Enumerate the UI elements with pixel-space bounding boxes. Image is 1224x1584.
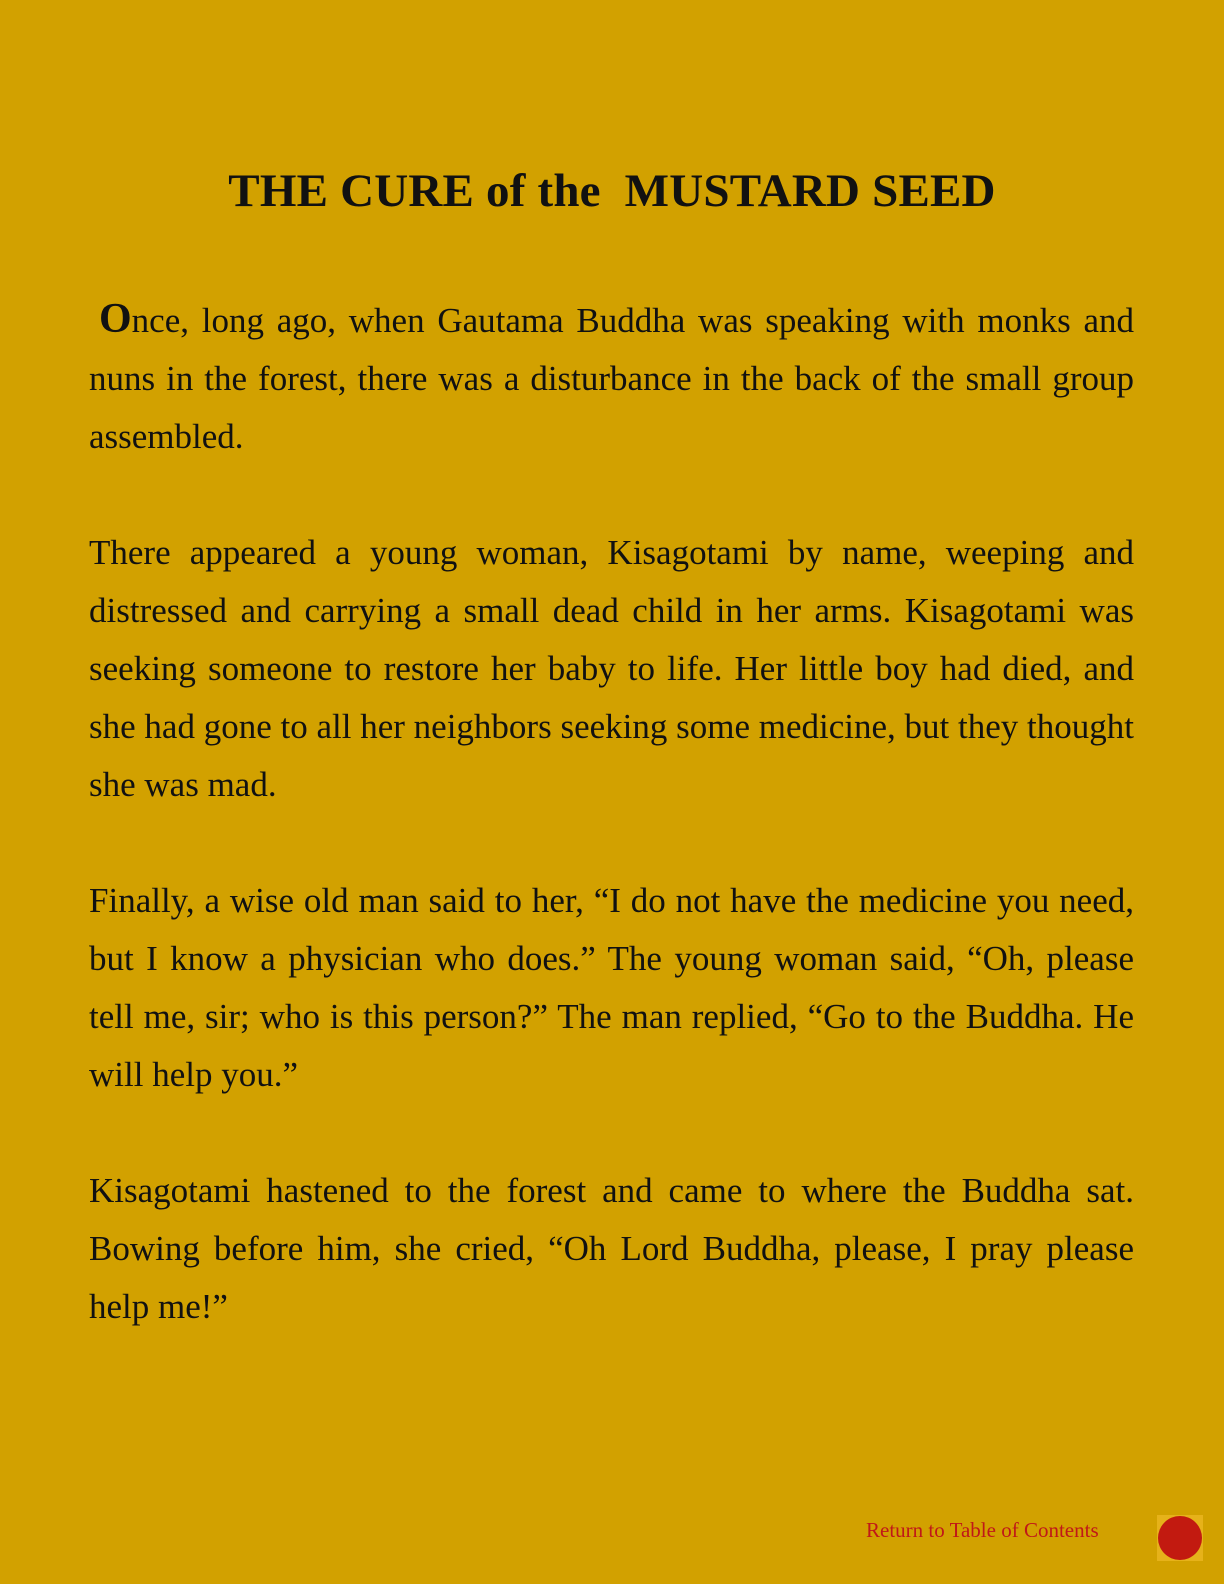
paragraph-3 bbox=[89, 872, 1134, 1104]
page-title: THE CURE of the MUSTARD SEED bbox=[228, 165, 996, 217]
paragraph-text: nce, long ago, when Gautama Buddha was speaking with monks and nuns in the forest, there was a disturbance in the back of the small group assembled. bbox=[89, 301, 1134, 456]
paragraph-4 bbox=[89, 1162, 1134, 1336]
paragraph-2 bbox=[89, 524, 1134, 814]
toc-nav-button[interactable] bbox=[1157, 1515, 1203, 1561]
paragraph-text: Kisagotami hastened to the forest and came to where the Buddha sat. Bowing before him, she cried, “Oh Lord Buddha, please, I pray please help me!” bbox=[89, 1171, 1134, 1326]
paragraph-text: Finally, a wise old man said to her, “I do not have the medicine you need, but I know a physician who does.” The young woman said, “Oh, please tell me, sir; who is this person?” The man replied, “Go to the Buddha. He will help you.” bbox=[89, 881, 1134, 1094]
paragraph-1 bbox=[89, 290, 1134, 466]
red-circle-icon bbox=[1158, 1516, 1202, 1560]
drop-cap: O bbox=[99, 296, 132, 342]
return-to-toc-link[interactable]: Return to Table of Contents bbox=[866, 1518, 1099, 1542]
paragraph-text: There appeared a young woman, Kisagotami by name, weeping and distressed and carrying a small dead child in her arms. Kisagotami was seeking someone to restore her baby to life. Her little boy had died, and she had gone to all her neighbors seeking some medicine, but they thought she was mad. bbox=[89, 533, 1134, 804]
story-body bbox=[89, 290, 1134, 1394]
